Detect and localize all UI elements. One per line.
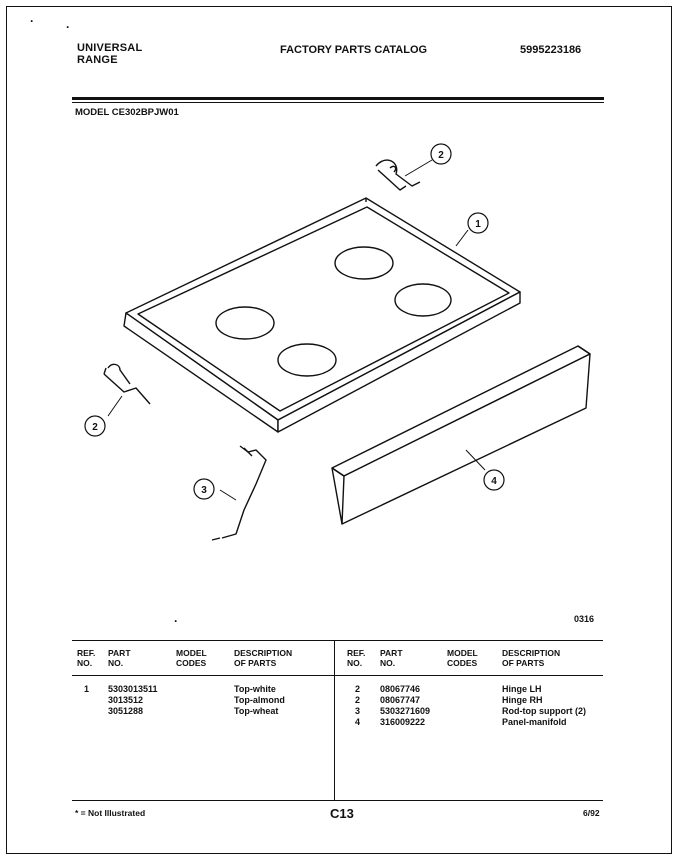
scan-mark: · <box>174 614 178 628</box>
not-illustrated-note: * = Not Illustrated <box>75 808 146 818</box>
exploded-parts-diagram <box>60 130 620 560</box>
hinge-lh-part <box>104 364 150 404</box>
description: Hinge RH <box>502 695 543 705</box>
header-part-no: PART NO. <box>380 648 403 668</box>
diagram-code: 0316 <box>574 614 595 624</box>
header-model-codes: MODEL CODES <box>176 648 207 668</box>
ref-no: 1 <box>84 684 90 694</box>
description: Rod-top support (2) <box>502 706 586 716</box>
burner-opening <box>278 344 336 376</box>
header-part-no: PART NO. <box>108 648 131 668</box>
header-rule-thin <box>72 102 604 103</box>
page-number: C13 <box>330 806 354 821</box>
ref-no: 2 <box>355 684 361 694</box>
scan-mark: · <box>30 14 34 28</box>
description: Hinge LH <box>502 684 542 694</box>
header-model-codes: MODEL CODES <box>447 648 478 668</box>
ref-no: 4 <box>355 717 361 727</box>
callout-4-label: 4 <box>491 476 497 487</box>
parts-table <box>72 640 603 800</box>
ref-no: 3 <box>355 706 361 716</box>
callout-2-right <box>431 144 451 164</box>
callout-4 <box>484 470 504 490</box>
callout-3 <box>194 479 214 499</box>
description: Top-white <box>234 684 276 694</box>
burner-opening <box>335 247 393 279</box>
cooktop-panel <box>124 198 520 432</box>
catalog-title: FACTORY PARTS CATALOG <box>280 44 428 56</box>
description: Top-wheat <box>234 706 279 716</box>
header-description: DESCRIPTION OF PARTS <box>234 648 293 668</box>
part-no: 08067747 <box>380 695 421 705</box>
header-ref-no: REF. NO. <box>77 648 96 668</box>
part-no: 316009222 <box>380 717 426 727</box>
model-number: MODEL CE302BPJW01 <box>75 107 179 118</box>
brand-line-2: RANGE <box>77 54 118 66</box>
part-no: 3051288 <box>108 706 144 716</box>
header-description: DESCRIPTION OF PARTS <box>502 648 561 668</box>
callout-1-label: 1 <box>475 219 481 230</box>
hinge-rh-part <box>376 160 420 190</box>
revision-date: 6/92 <box>583 808 600 818</box>
header-ref-no: REF. NO. <box>347 648 366 668</box>
part-no: 08067746 <box>380 684 421 694</box>
part-no: 3013512 <box>108 695 144 705</box>
callout-2-left-label: 2 <box>92 422 98 433</box>
scan-mark: · <box>66 20 70 34</box>
callout-1 <box>468 213 488 233</box>
ref-no: 2 <box>355 695 361 705</box>
part-no: 5303013511 <box>108 684 158 694</box>
rod-support-part <box>212 446 266 540</box>
header-rule-thick <box>72 97 604 100</box>
callout-2-left <box>85 416 105 436</box>
callout-3-label: 3 <box>201 485 207 496</box>
description: Panel-manifold <box>502 717 567 727</box>
brand-line-1: UNIVERSAL <box>77 42 143 54</box>
catalog-number: 5995223186 <box>520 44 582 56</box>
description: Top-almond <box>234 695 285 705</box>
burner-opening <box>216 307 274 339</box>
part-no: 5303271609 <box>380 706 431 716</box>
brand-block <box>77 42 142 66</box>
burner-opening <box>395 284 451 316</box>
callout-2-right-label: 2 <box>438 150 444 161</box>
